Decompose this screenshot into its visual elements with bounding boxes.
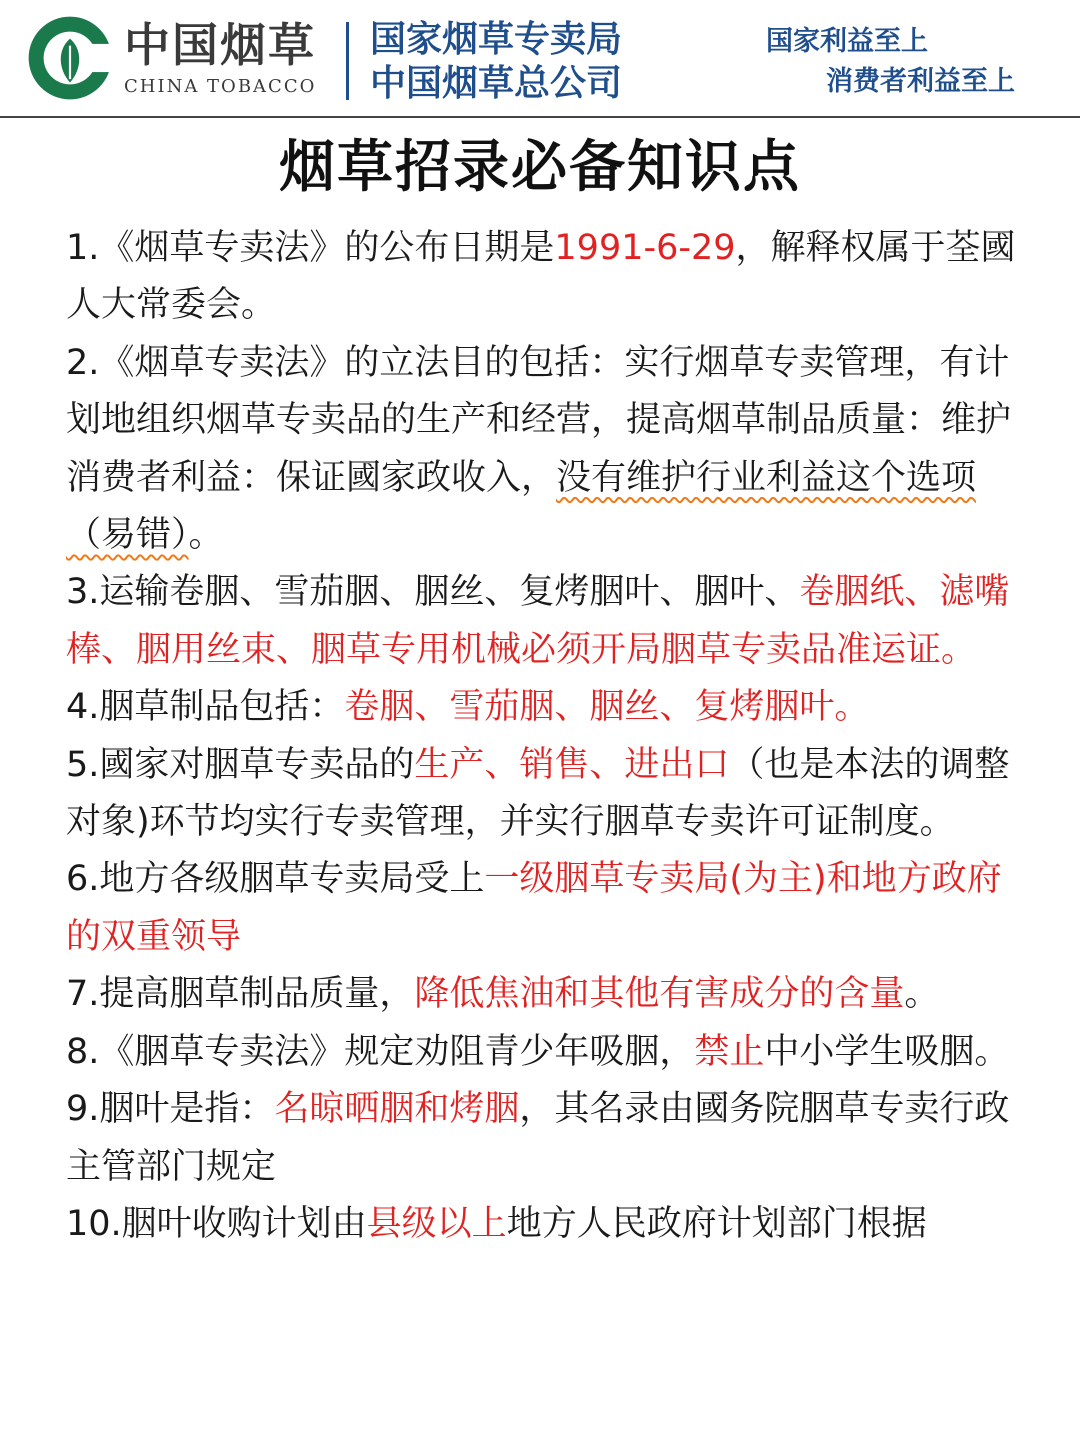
item-text: 中小学生吸胭。 — [764, 1031, 1010, 1072]
item-text: 10.胭叶收购计划由 — [66, 1203, 367, 1244]
item-highlight: 县级以上 — [366, 1203, 507, 1244]
item-text: 5.國家对胭草专卖品的 — [66, 744, 415, 785]
china-tobacco-logo-icon — [26, 14, 114, 102]
brand-name-en: CHINA TOBACCO — [124, 76, 317, 97]
list-item-8 — [66, 1024, 1018, 1081]
item-highlight: 生产、销售、进出口 — [414, 744, 730, 785]
item-text: 。 — [904, 974, 940, 1015]
list-item-6 — [66, 851, 1018, 966]
brand-name-cn: 中国烟草 — [124, 18, 316, 72]
list-item-5 — [66, 737, 1018, 852]
list-item-10 — [66, 1196, 1018, 1253]
item-highlight: 一级胭草专卖局(为主)和地方政府的双重领导 — [66, 859, 1002, 957]
header-banner — [0, 0, 1080, 118]
item-text: 地方人民政府计划部门根据 — [506, 1203, 927, 1244]
item-text: 。 — [188, 515, 224, 556]
item-highlight: 降低焦油和其他有害成分的含量 — [414, 974, 905, 1015]
list-item-4 — [66, 679, 1018, 736]
item-text: 2.《烟草专卖法》的立法目的包括：实行烟草专卖管理，有计划地组织烟草专卖品的生产和经营，提高烟草制品质量：维护消费者利益：保证國家政收入， — [66, 342, 1012, 498]
item-text: 8.《胭草专卖法》规定劝阻青少年吸胭， — [66, 1031, 695, 1072]
organization-names — [370, 18, 622, 106]
item-highlight: 名晾晒胭和烤胭 — [274, 1089, 520, 1130]
item-highlight: 禁止 — [694, 1031, 765, 1072]
item-text: 7.提高胭草制品质量， — [66, 974, 415, 1015]
item-text: 3.运输卷胭、雪茄胭、胭丝、复烤胭叶、胭叶、 — [66, 572, 800, 613]
item-wavy-underlined-note: 没有维护行业利益这个选项（易错） — [66, 457, 977, 556]
item-text: ，解释权属于荃國人大常委会。 — [66, 228, 1016, 326]
header-divider — [346, 22, 349, 100]
item-highlight: 卷胭纸、滤嘴棒、胭用丝束、胭草专用机械必须开局胭草专卖品准运证。 — [66, 572, 1010, 670]
slogan-consumer-interest: 消费者利益至上 — [826, 66, 1015, 97]
item-text: 1.《烟草专卖法》的公布日期是 — [66, 228, 555, 268]
item-text: 6.地方各级胭草专卖局受上 — [66, 859, 485, 900]
item-highlight: 卷胭、雪茄胭、胭丝、复烤胭叶。 — [344, 687, 870, 728]
page-title: 烟草招录必备知识点 — [279, 135, 801, 200]
org-line-bureau: 国家烟草专卖局 — [370, 19, 623, 60]
org-line-corporation: 中国烟草总公司 — [370, 63, 623, 104]
list-item-1 — [66, 220, 1018, 335]
list-item-3 — [66, 564, 1018, 679]
item-text: 9.胭叶是指： — [66, 1089, 275, 1130]
slogans — [760, 22, 1050, 102]
list-item-2 — [66, 335, 1018, 565]
list-item-7 — [66, 966, 1018, 1023]
item-text: ，其名录由國务院胭草专卖行政主管部门规定 — [66, 1089, 1010, 1187]
list-item-9 — [66, 1081, 1018, 1196]
knowledge-points-list — [66, 220, 1018, 1435]
item-text: （也是本法的调整对象)环节均实行专卖管理，并实行胭草专卖许可证制度。 — [66, 744, 1010, 843]
item-text: 4.胭草制品包括： — [66, 687, 345, 728]
item-highlight: 1991-6-29 — [554, 228, 736, 268]
slogan-national-interest: 国家利益至上 — [766, 26, 928, 57]
